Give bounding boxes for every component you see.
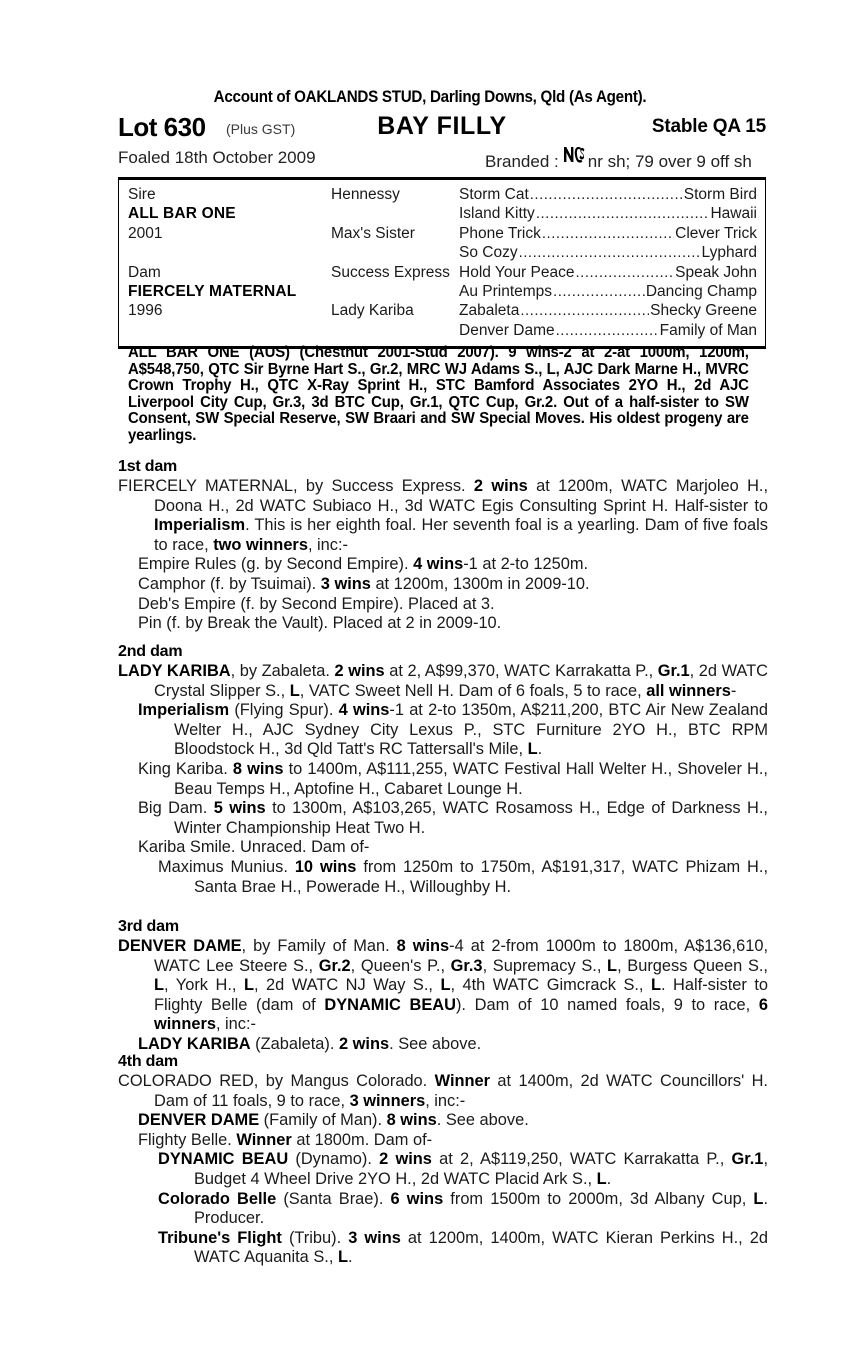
great-grandparent-name: Lyphard — [701, 244, 757, 262]
leader-dots — [530, 185, 683, 204]
leader-dots — [542, 224, 674, 243]
pedigree-col1: Sire — [128, 186, 156, 203]
pedigree-col3 — [459, 224, 757, 243]
grandparent-name: Hold Your Peace — [459, 263, 575, 281]
first-dam-body — [118, 477, 768, 634]
grandparent-name: Storm Cat — [459, 186, 529, 203]
second-dam-progeny: King Kariba. 8 wins to 1400m, A$111,255, WATC Festival Hall Welter H., Shoveler H., Beau Temps H., Aptofine H., Cabaret Lounge H. — [138, 759, 768, 798]
lot-header-row — [118, 112, 766, 142]
grandparent-name: Denver Dame — [459, 321, 555, 339]
second-dam-grand-progeny: Maximus Munius. 10 wins from 1250m to 1750m, A$191,317, WATC Phizam H., Santa Brae H., Powerade H., Willoughby H. — [158, 857, 768, 896]
pedigree-col3 — [459, 282, 757, 301]
third-dam-heading: 3rd dam — [118, 918, 179, 935]
account-line: Account of OAKLANDS STUD, Darling Downs, Qld (As Agent). — [213, 88, 647, 106]
first-dam-main: FIERCELY MATERNAL, by Success Express. 2 wins at 1200m, WATC Marjoleo H., Doona H., 2d WATC Subiaco H., 3d WATC Egis Consulting Sprint H. Half-sister to Imperialism. This is her eighth foal. Her seventh foal is a yearling. Dam of five foals to race, two winners, inc:- — [118, 477, 769, 554]
pedigree-col1: Dam — [128, 263, 161, 281]
pedigree-col1: 1996 — [128, 302, 163, 320]
third-dam-body — [118, 937, 768, 1055]
second-dam-progeny: Kariba Smile. Unraced. Dam of- — [138, 838, 370, 857]
pedigree-col3 — [459, 301, 757, 320]
leader-dots — [553, 282, 645, 301]
great-grandparent-name: Shecky Greene — [650, 302, 757, 320]
pedigree-row — [119, 321, 765, 340]
pedigree-row — [119, 282, 765, 301]
pedigree-table — [118, 177, 766, 349]
pedigree-col3 — [459, 263, 757, 282]
second-dam-progeny: Imperialism (Flying Spur). 4 wins-1 at 2-to 1350m, A$211,200, BTC Air New Zealand Welter H., AJC Sydney City Lexus P., STC Furniture 2YO H., BTC RPM Bloodstock H., 3d Qld Tatt's RC Tattersall's Mile, L. — [138, 701, 769, 759]
fourth-dam-progeny: Flighty Belle. Winner at 1800m. Dam of- — [138, 1130, 433, 1149]
great-grandparent-name: Speak John — [675, 263, 757, 281]
third-dam-section — [118, 918, 768, 1055]
great-grandparent-name: Hawaii — [710, 205, 757, 223]
fourth-dam-main: COLORADO RED, by Mangus Colorado. Winner at 1400m, 2d WATC Councillors' H. Dam of 11 foals, 9 to race, 3 winners, inc:- — [118, 1072, 768, 1110]
fourth-dam-grand-progeny: Tribune's Flight (Tribu). 3 wins at 1200m, 1400m, WATC Kieran Perkins H., 2d WATC Aquanita S., L. — [158, 1228, 769, 1267]
pedigree-col2: Hennessy — [331, 186, 400, 203]
great-grandparent-name: Clever Trick — [675, 224, 757, 242]
pedigree-col3 — [459, 185, 757, 204]
fourth-dam-grand-progeny: DYNAMIC BEAU (Dynamo). 2 wins at 2, A$119,250, WATC Karrakatta P., Gr.1, Budget 4 Wheel Drive 2YO H., 2d WATC Placid Ark S., L. — [158, 1150, 768, 1188]
brand-detail: nr sh; 79 over 9 off sh — [587, 152, 752, 171]
third-dam-progeny: LADY KARIBA (Zabaleta). 2 wins. See above. — [138, 1034, 482, 1053]
second-dam-section — [118, 643, 768, 897]
leader-dots — [519, 243, 701, 262]
stable-number: Stable QA 15 — [651, 116, 766, 137]
foaling-date: Foaled 18th October 2009 — [118, 148, 316, 167]
foaled-and-brand-row — [118, 148, 766, 172]
pedigree-col3 — [459, 204, 757, 223]
second-dam-heading: 2nd dam — [118, 643, 183, 660]
second-dam-main: LADY KARIBA, by Zabaleta. 2 wins at 2, A$99,370, WATC Karrakatta P., Gr.1, 2d WATC Crystal Slipper S., L, VATC Sweet Nell H. Dam of 6 foals, 5 to race, all winners- — [118, 662, 768, 700]
branded-label: Branded : — [485, 152, 559, 171]
pedigree-row — [119, 263, 765, 282]
great-grandparent-name: Family of Man — [659, 321, 757, 339]
leader-dots — [520, 301, 649, 320]
brand-group — [485, 148, 752, 172]
grandparent-name: Island Kitty — [459, 205, 535, 223]
pedigree-col1: ALL BAR ONE — [128, 205, 236, 223]
pedigree-row — [119, 185, 765, 204]
first-dam-heading: 1st dam — [118, 458, 178, 475]
leader-dots — [536, 204, 710, 223]
pedigree-col2: Lady Kariba — [331, 302, 414, 320]
grandparent-name: Phone Trick — [459, 224, 541, 242]
third-dam-main: DENVER DAME, by Family of Man. 8 wins-4 at 2-from 1000m to 1800m, A$136,610, WATC Lee Steere S., Gr.2, Queen's P., Gr.3, Supremacy S., L, Burgess Queen S., L, York H., L, 2d WATC NJ Way S., L, 4th WATC Gimcrack S., L. Half-sister to Flighty Belle (dam of DYNAMIC BEAU). Dam of 10 named foals, 9 to race, 6 winners, inc:- — [118, 937, 769, 1034]
grandparent-name: Au Printemps — [459, 282, 553, 300]
pedigree-row — [119, 204, 765, 223]
lot-number: Lot 630 — [118, 112, 206, 142]
grandparent-name: Zabaleta — [459, 302, 520, 320]
leader-dots — [556, 321, 659, 340]
pedigree-col2: Max's Sister — [331, 224, 415, 242]
brand-mark-icon — [563, 145, 585, 164]
pedigree-col2: Success Express — [331, 263, 450, 281]
second-dam-progeny: Big Dam. 5 wins to 1300m, A$103,265, WATC Rosamoss H., Edge of Darkness H., Winter Championship Heat Two H. — [138, 799, 768, 837]
gst-note: (Plus GST) — [226, 121, 296, 137]
pedigree-col3 — [459, 243, 757, 262]
first-dam-progeny: Pin (f. by Break the Vault). Placed at 2 in 2009-10. — [138, 614, 502, 633]
fourth-dam-grand-progeny: Colorado Belle (Santa Brae). 6 wins from 1500m to 2000m, 3d Albany Cup, L. Producer. — [158, 1189, 768, 1228]
fourth-dam-heading: 4th dam — [118, 1053, 178, 1070]
first-dam-progeny: Empire Rules (g. by Second Empire). 4 wins-1 at 2-to 1250m. — [138, 555, 589, 574]
pedigree-col1: FIERCELY MATERNAL — [128, 282, 297, 300]
pedigree-row — [119, 301, 765, 320]
pedigree-grid — [119, 185, 765, 340]
sire-performance-note: ALL BAR ONE (AUS) (Chestnut 2001-Stud 2007). 9 wins-2 at 2-at 1000m, 1200m, A$548,750, QTC Sir Byrne Hart S., Gr.2, MRC WJ Adams S., L, AJC Dark Marne H., MVRC Crown Trophy H., QTC X-Ray Sprint H., STC Bamford Associates 2YO H., 2d AJC Liverpool City Cup, Gr.3, 3d BTC Cup, Gr.1, QTC Cup, Gr.2. Out of a half-sister to SW Consent, SW Special Reserve, SW Braari and SW Special Moves. His oldest progeny are yearlings. — [128, 344, 749, 444]
great-grandparent-name: Dancing Champ — [645, 282, 757, 300]
first-dam-progeny: Camphor (f. by Tsuimai). 3 wins at 1200m, 1300m in 2009-10. — [138, 574, 590, 593]
grandparent-name: So Cozy — [459, 244, 518, 262]
pedigree-row — [119, 243, 765, 262]
second-dam-body — [118, 662, 768, 897]
great-grandparent-name: Storm Bird — [683, 186, 757, 203]
first-dam-section — [118, 458, 768, 634]
fourth-dam-progeny: DENVER DAME (Family of Man). 8 wins. See above. — [138, 1111, 529, 1130]
leader-dots — [575, 263, 674, 282]
colour-and-sex: BAY FILLY — [377, 112, 507, 140]
pedigree-row — [119, 224, 765, 243]
pedigree-col3 — [459, 321, 757, 340]
fourth-dam-body — [118, 1072, 768, 1268]
pedigree-col1: 2001 — [128, 224, 163, 242]
fourth-dam-section — [118, 1053, 768, 1268]
first-dam-progeny: Deb's Empire (f. by Second Empire). Placed at 3. — [138, 594, 495, 613]
